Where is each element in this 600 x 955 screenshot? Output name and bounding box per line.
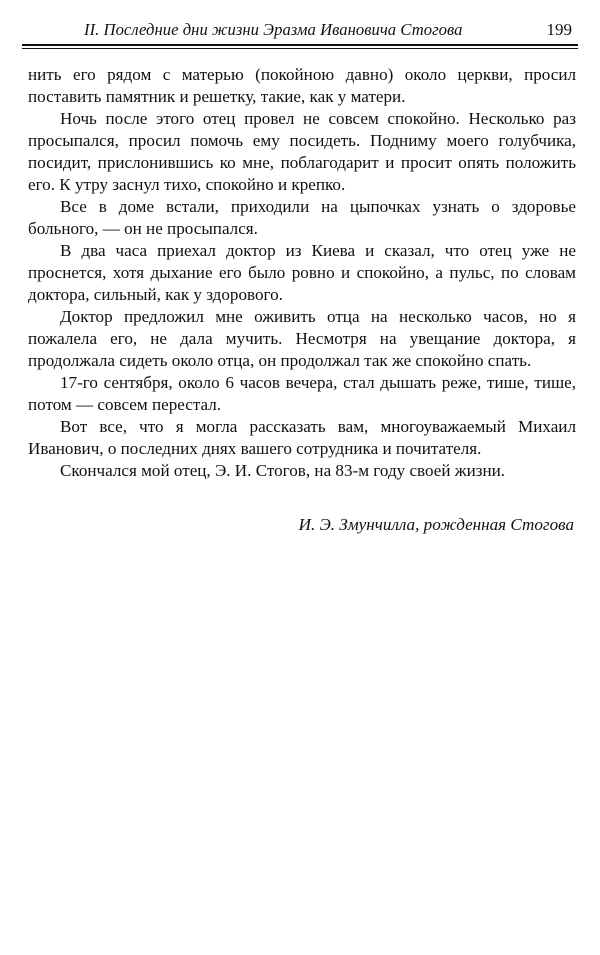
header-thick-rule [22,44,578,46]
paragraph-doctor-offer: Доктор предложил мне оживить отца на несколько часов, но я пожалела его, не дала мучить. Несмотря на увещание доктора, я продолжала сидеть около отца, он продолжал так же спокойно спать. [28,307,576,370]
author-signature: И. Э. Змунчилла, рожденная Стогова [298,515,574,534]
running-header [22,14,578,48]
header-thin-rule [22,48,578,49]
paragraph-doctor-arrival: В два часа приехал доктор из Киева и сказал, что отец уже не проснется, хотя дыхание его было ровно и спокойно, а пульс, по словам доктора, сильный, как у здорового. [28,241,576,304]
page-number: 199 [546,20,572,39]
running-title: II. Последние дни жизни Эразма Ивановича Стогова [84,20,463,39]
paragraph-death-date: 17-го сентября, около 6 часов вечера, стал дышать реже, тише, тише, потом — совсем перестал. [28,373,576,414]
paragraph-household: Все в доме встали, приходили на цыпочках узнать о здоровье больного, — он не просыпался. [28,197,576,238]
paragraph-final-statement: Скончался мой отец, Э. И. Стогов, на 83-м году своей жизни. [60,461,506,480]
paragraph-continuation: нить его рядом с матерью (покойною давно) около церкви, просил поставить памятник и решетку, такие, как у матери. [28,65,576,106]
paragraph-closing-address: Вот все, что я могла рассказать вам, многоуважаемый Михаил Иванович, о последних днях вашего сотрудника и почитателя. [28,417,576,458]
paragraph-night: Ночь после этого отец провел не совсем спокойно. Несколько раз просыпался, просил помочь ему посидеть. Подниму моего голубчика, посидит, прислонившись ко мне, поблагодарит и просит опять положить его. К утру заснул тихо, спокойно и крепко. [28,109,576,194]
page-body [28,64,576,482]
